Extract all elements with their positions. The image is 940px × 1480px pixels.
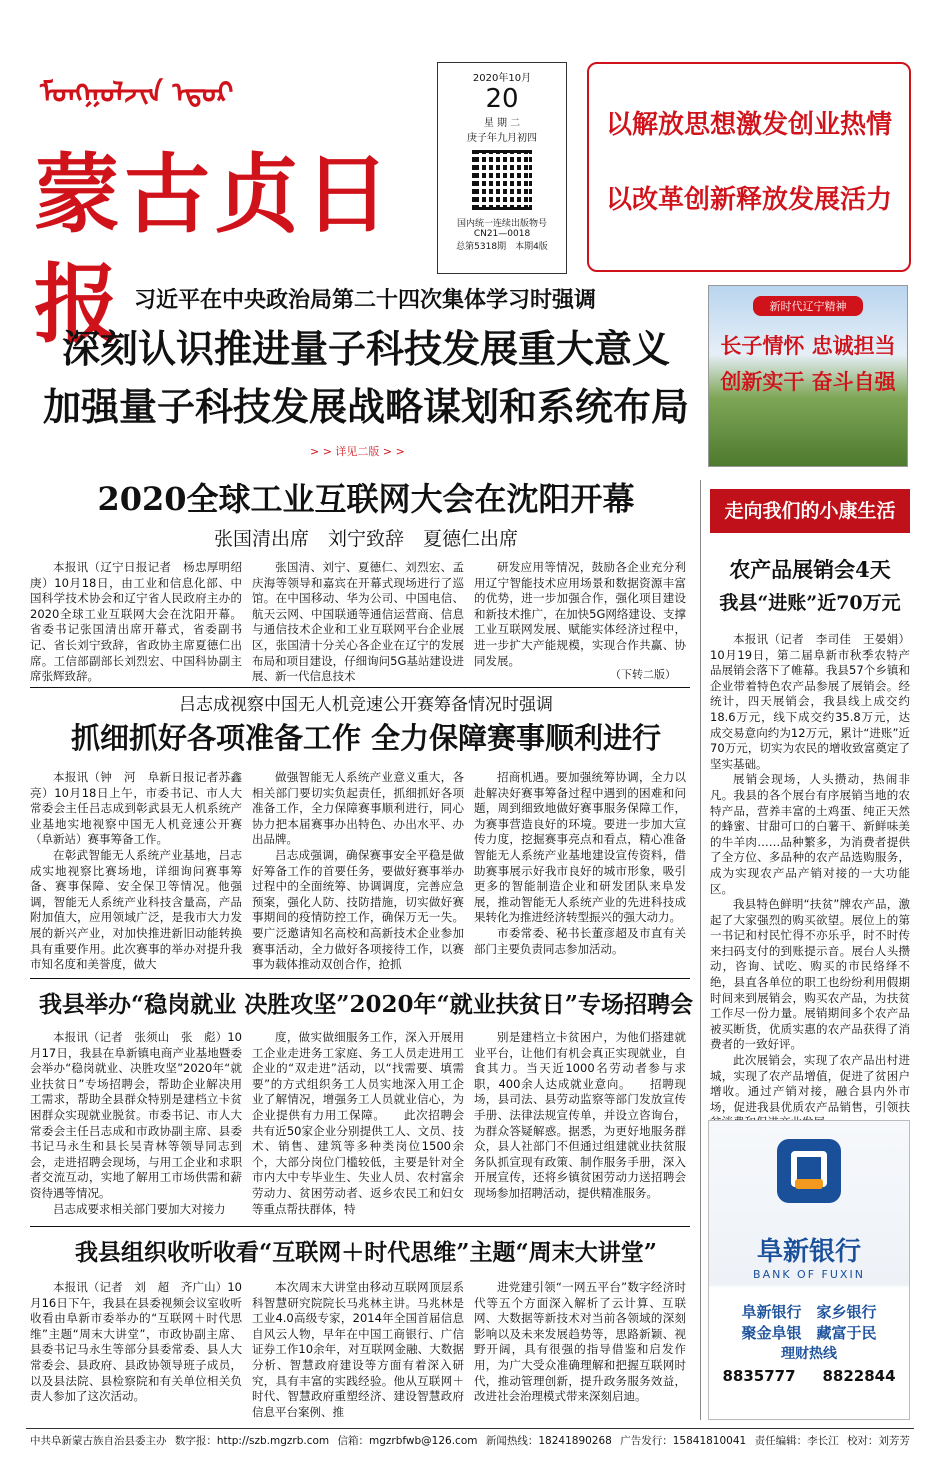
ad-phone-2[interactable]: 8822844 xyxy=(822,1367,896,1385)
footer-digital[interactable]: 数字报：http://szb.mgzrb.com xyxy=(174,1435,330,1447)
story1-subhead: 张国清出席 刘宁致辞 夏德仁出席 xyxy=(213,528,518,550)
ad-hotline-label: 理财热线 xyxy=(781,1346,837,1362)
bank-name-cn: 阜新银行 xyxy=(756,1237,861,1267)
ad-phone-1[interactable]: 8835777 xyxy=(722,1367,796,1385)
story3-headline[interactable]: 我县举办“稳岗就业 决胜攻坚”2020年“就业扶贫日”专场招聘会 xyxy=(39,991,693,1018)
footer xyxy=(30,1433,910,1448)
column-divider xyxy=(700,480,701,1420)
mongolian-title: ᠮᠣᠩᠭᠣᠯᠵᠢᠨ ᠡᠳᠦᠷ xyxy=(40,76,234,109)
top-story-kicker: 习近平在中央政治局第二十四次集体学习时强调 xyxy=(133,288,596,313)
top-story-jump[interactable]: > > 详见二版 > > xyxy=(310,445,405,458)
issn-label: 国内统一连续出版物号 xyxy=(456,219,547,229)
divider xyxy=(30,687,690,688)
story3-col-2: 度，做实做细服务工作，深入开展用工企业走进务工家庭、务工人员走进用工企业的“双走进”活动，以“找需要、填需要”的方式组织务工人员实地深入用工企业了解情况，增强务工人员就业信心，为企业提供有力用工保障。 此次招聘会共有近50家企业分别提供工人、文员、技术、销售、建筑等多种类岗位1500余个，大部分岗位门槛较低，主要是针对全市内大中专毕业生、失业人员、农村富余劳动力、贫困劳动者、返乡农民工和妇女等重点帮扶群体，特 xyxy=(252,1030,464,1216)
story1-headline[interactable]: 2020全球工业互联网大会在沈阳开幕 xyxy=(97,480,635,518)
footer-editor: 责任编辑：李长江 xyxy=(754,1435,839,1447)
lunar-date: 庚子年九月初四 xyxy=(467,133,537,144)
footer-ad-hotline: 广告发行：15841810041 xyxy=(620,1435,747,1447)
spirit-banner xyxy=(708,285,908,467)
ad-slogan-1: 阜新银行 家乡银行 xyxy=(741,1303,877,1321)
story1-jump[interactable]: （下转二版） xyxy=(610,668,676,681)
story4-col-1: 本报讯（记者 刘 超 齐广山）10月16日下午，我县在县委视频会议室收听收看由阜新市委举办的“互联网＋时代思维”主题“周末大讲堂”，市政协副主席、县委书记马永生等部分县委常委、县人大常委会、县政府、县政协领导班子成员，以及县法院、县检察院和有关单位相关负责人参加了这次活动。 xyxy=(30,1280,242,1404)
story1-col-3: 研发应用等情况，鼓励各企业充分利用辽宁智能技术应用场景和数据资源丰富的优势，进一步加强合作，强化项目建设和新技术推广，在加快5G网络建设、支撑工业互联网发展、赋能实体经济过程中，进一步扩大产能规模，实现合作共赢、协同发展。 xyxy=(474,560,686,668)
story2-col-2: 做强智能无人系统产业意义重大，各相关部门要切实负起责任，抓细抓好各项准备工作，全力保障赛事顺利进行，同心协力把本届赛事办出特色、办出水平、办出品牌。 吕志成强调，确保赛事安全平稳是做好筹备工作的首要任务，要做好赛事举办过程中的全面统筹、协调调度，完善应急预案，强化人防、技防措施，切实做好赛事期间的疫情防控工作，确保万无一失。要广泛邀请知名高校和高新技术企业参加赛事活动，全力做好各项接待工作，以赛事为载体推动双创合作，抢抓 xyxy=(252,770,464,972)
top-story-headline-2[interactable]: 加强量子科技发展战略谋划和系统布局 xyxy=(42,384,689,429)
issue-number: 总第5318期 本期4版 xyxy=(456,242,548,252)
story3-col-1: 本报讯（记者 张须山 张 彪）10月17日，我县在阜新镇电商产业基地暨委会举办“稳岗就业、决胜攻坚”2020年“就业扶贫日”专场招聘会，帮助企业解决用工需求，帮助全县群众特别是建档立卡贫困群众实现就业脱贫。市委书记、市人大常委会主任吕志成和市政协副主席、县委书记马永生和县长吴青林等领导同志到会，走进招聘会现场，与用工企业和求职者交流互动，实地了解用工市场供需和薪资待遇等情况。 吕志成要求相关部门要加大对接力 xyxy=(30,1030,242,1216)
bank-name-en: BANK OF FUXIN xyxy=(753,1268,865,1281)
footer-email[interactable]: 信箱：mgzrbfwb@126.com xyxy=(337,1435,478,1447)
date-line: 2020年10月 xyxy=(472,73,532,84)
cn-number: CN21—0018 xyxy=(473,229,531,239)
top-story-headline-1[interactable]: 深刻认识推进量子科技发展重大意义 xyxy=(61,326,670,371)
sidebar-banner: 走向我们的小康生活 xyxy=(710,489,910,533)
footer-proof: 校对：刘芳芳 xyxy=(846,1435,910,1447)
slogan-box xyxy=(587,62,911,272)
bank-logo-icon xyxy=(777,1139,841,1203)
spirit-line-2: 创新实干 奋斗自强 xyxy=(720,369,896,394)
footer-news-hotline: 新闻热线：18241890268 xyxy=(485,1435,612,1447)
sidebar-headline-1[interactable]: 农产品展销会4天 xyxy=(729,557,891,582)
bank-ad[interactable] xyxy=(708,1120,910,1420)
issue-box xyxy=(437,62,567,274)
slogan-line-1: 以解放思想激发创业热情 xyxy=(605,110,892,140)
story2-kicker: 吕志成视察中国无人机竞速公开赛筹备情况时强调 xyxy=(179,695,553,715)
newspaper-title: 蒙古贞日报 xyxy=(34,144,394,355)
divider xyxy=(30,1226,690,1227)
footer-publisher: 中共阜新蒙古族自治县委主办 xyxy=(30,1435,167,1447)
ad-slogan-2: 聚金阜银 藏富于民 xyxy=(741,1324,877,1342)
story4-col-3: 进党建引领“一网五平台”数字经济时代等五个方面深入解析了云计算、互联网、大数据等新技术对当前各领域的深刻影响以及未来发展趋势等，思路新颖、视野开阔，具有很强的指导借鉴和启发作用，为广大受众准确理解和把握互联网时代，推动管理创新，提升政务服务效益，改进社会治理模式带来深刻启迪。 xyxy=(474,1280,686,1404)
slogan-line-2: 以改革创新释放发展活力 xyxy=(605,185,892,215)
divider xyxy=(30,978,690,979)
footer-rule xyxy=(26,1428,914,1429)
story4-headline[interactable]: 我县组织收听收看“互联网＋时代思维”主题“周末大讲堂” xyxy=(75,1239,657,1266)
story2-col-3: 招商机遇。要加强统筹协调，全力以赴解决好赛事筹备过程中遇到的困难和问题，周到细致地做好赛事服务保障工作，为赛事营造良好的环境。要进一步加大宣传力度，挖掘赛事亮点和看点，精心准备智能无人系统产业基地建设宣传资料，借助赛事展示好我市良好的城市形象，吸引更多的智能制造企业和研发团队来阜发展，推动智能无人系统产业的先进科技成果转化为推进经济转型振兴的强大动力。 市委常委、秘书长董彦超及市直有关部门主要负责同志参加活动。 xyxy=(474,770,686,956)
sidebar-body: 本报讯（记者 李司佳 王晏娟）10月19日，第二届阜新市秋季农特产品展销会落下了帷幕。我县57个乡镇和企业带着特色农产品参展了展销会。经统计，四天展销会，我县线上成交约18.6万元，线下成交约35.8万元，达成交易意向约为12万元，累计“进账”近70万元，切实为农民的增收致富奠定了坚实基础。 展销会现场，人头攒动，热闹非凡。我县的各个展台有序展销当地的农特产品，营养丰富的土鸡蛋、纯正天然的蜂蜜、甘甜可口的白薯干、新鲜味美的牛羊肉……品种繁多，为消费者提供了全方位、多品种的农产品选购服务，成为实现农产品产销对接的一大功能区。 我县特色鲜明“扶贫”牌农产品，激起了大家强烈的购买欲望。展位上的第一书记和村民忙得不亦乐乎，时不时传来扫码支付的到账提示音。展台人头攒动，咨询、试吃、购买的市民络绎不绝，县直各单位的职工也纷纷利用假期时间来到展销会，购买农产品，为扶贫工作尽一份力量。展销期间多个农产品被买断货，优质实惠的农产品获得了消费者的一致好评。 此次展销会，实现了农产品出村进城，实现了农产品增值，促进了贫困户增收。通过产销对接，融合县内外市场，促进我县优质农产品销售，引领扶 xyxy=(710,632,910,1114)
date-day: 20 xyxy=(485,84,519,114)
spirit-tag: 新时代辽宁精神 xyxy=(753,296,863,316)
story2-col-1: 本报讯（钟 河 阜新日报记者苏鑫亮）10月18日上午，市委书记、市人大常委会主任吕志成到彰武县无人机系统产业基地实地视察中国无人机竞速公开赛（阜新站）赛事筹备工作。 在彰武智能无人系统产业基地，吕志成实地视察比赛场地，详细询问赛事筹备、赛事保障、安全保卫等情况。他强调，智能无人系统产业科技含量高，产品附加值大，应用领域广泛，是我市大力发展的新兴产业，对加快推进新旧动能转换具有重要作用。此次赛事的举办对提升我市知名度和美誉度，做大 xyxy=(30,770,242,972)
spirit-line-1: 长子情怀 忠诚担当 xyxy=(720,333,896,358)
story1-col-1: 本报讯（辽宁日报记者 杨忠厚明绍庚）10月18日，由工业和信息化部、中国科学技术协会和辽宁省人民政府主办的2020全球工业互联网大会在沈阳开幕。省委书记张国清出席开幕式，省委副书记、省长刘宁致辞，省政协主席夏德仁出席。工信部副部长刘烈宏、中国科协副主席张辉致辞。 xyxy=(30,560,242,684)
weekday: 星 期 二 xyxy=(483,118,521,129)
story3-col-3: 别是建档立卡贫困户，为他们搭建就业平台，让他们有机会真正实现就业，自食其力。当天近1000名劳动者参与求职，400余人达成就业意向。 招聘现场，县司法、县劳动监察等部门发放宣传手册、法律法规宣传单，并设立咨询台，为群众答疑解惑。据悉，为更好地服务群众，县人社部门不但通过组建就业扶贫服务队抓宣现有政策、制作服务手册，深入开展宣传，还将乡镇贫困劳动力送招聘会现场参加招聘活动，提供精准服务。 xyxy=(474,1030,686,1200)
qr-code-icon[interactable] xyxy=(472,150,532,210)
story1-col-2: 张国清、刘宁、夏德仁、刘烈宏、孟庆海等领导和嘉宾在开幕式现场进行了巡馆。在中国移动、华为公司、中国电信、航天云网、中国联通等通信运营商、信息与通信技术企业和工业互联网平台企业展区，张国清十分关心各企业在辽宁的发展布局和项目建设，仔细询问5G基站建设进展、新一代信息技术 xyxy=(252,560,464,684)
story2-headline[interactable]: 抓细抓好各项准备工作 全力保障赛事顺利进行 xyxy=(70,721,662,755)
sidebar-headline-2[interactable]: 我县“进账”近70万元 xyxy=(719,592,901,614)
story4-col-2: 本次周末大讲堂由移动互联网顶层系科智慧研究院院长马兆林主讲。马兆林是工业4.0高级专家，2014年全国首届信息自风云人物，早年在中国工商银行、广信证券工作10余年，对互联网金融、大数据分析、智慧政府建设等方面有着深入研究，具有丰富的实践经验。他从互联网＋时代、智慧政府重塑经济、建设智慧政府信息平台案例、推 xyxy=(252,1280,464,1419)
